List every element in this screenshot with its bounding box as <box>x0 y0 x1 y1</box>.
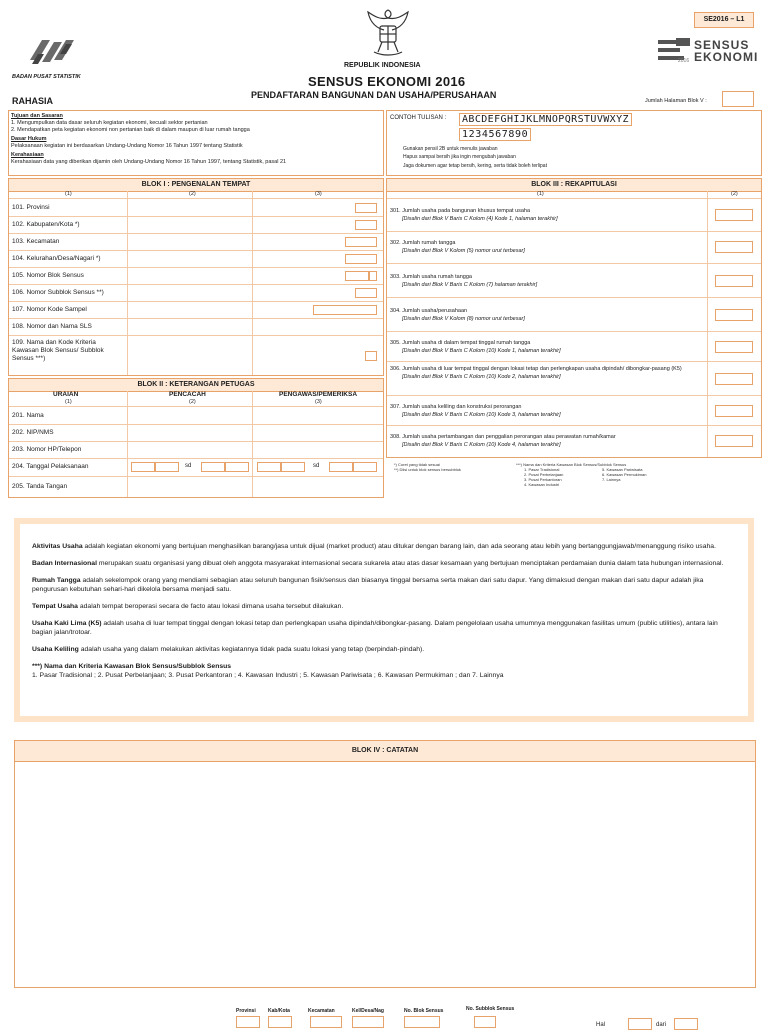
def-aktivitas-term: Aktivitas Usaha <box>32 543 83 550</box>
row-101: 101. Provinsi <box>12 204 50 211</box>
form-code-badge: SE2016 – L1 <box>694 12 754 28</box>
footer-box-subblok[interactable] <box>474 1016 496 1028</box>
r301-text: 301. Jumlah usaha pada bangunan khusus tempat usaha <box>390 208 531 214</box>
row-107: 107. Nomor Kode Sampel <box>12 306 87 313</box>
r307-note: [Disalin dari Blok V Baris C Kolom (10) Kode 3, halaman terakhir] <box>402 412 561 418</box>
b3-col2: (2) <box>731 191 738 197</box>
contoh-panel <box>386 110 762 176</box>
note-1: Gunakan pensil 2B untuk menulis jawaban <box>403 146 498 152</box>
def-rumah-tangga <box>32 576 732 594</box>
def-tu-text: adalah tempat beroperasi secara de facto atau lokasi dimana usaha tersebut dilakukan. <box>77 603 344 610</box>
bps-label: BADAN PUSAT STATISTIK <box>12 74 81 80</box>
r308-note: [Disalin dari Blok V Baris C Kolom (10) Kode 4, halaman terakhir] <box>402 442 561 448</box>
contoh-digits: 1234567890 <box>459 128 531 141</box>
input-303[interactable] <box>715 275 753 287</box>
footer-total-box[interactable] <box>674 1018 698 1030</box>
blok-2-colnums <box>9 399 383 407</box>
footer-subblok: No. Subblok Sensus <box>466 1006 515 1012</box>
def-badan <box>32 559 732 568</box>
blok-1 <box>8 178 384 376</box>
kerahasiaan-title: Kerahasiaan <box>11 152 44 158</box>
dasar-text: Pelaksanaan kegiatan ini berdasarkan Undang-Undang Nomor 16 Tahun 1997 tentang Statistik <box>11 143 243 149</box>
b2-col2: (2) <box>189 399 196 405</box>
sd-label-2: sd <box>313 463 320 469</box>
blok-3 <box>386 178 762 458</box>
input-109[interactable] <box>365 351 377 361</box>
date-pengawas-from2[interactable] <box>281 462 305 472</box>
blok-2 <box>8 378 384 498</box>
date-pencacah-from[interactable] <box>131 462 155 472</box>
def-kawasan-text: 1. Pasar Tradisional ; 2. Pusat Perbelanjaan; 3. Pusat Perkantoran ; 4. Kawasan Industri ; 5. Kawasan Pariwisata ; 6. Kawasan Permukiman ; dan 7. Lainnya <box>32 672 504 679</box>
note-bullets <box>391 146 547 169</box>
info-panel <box>8 110 384 176</box>
footer-blok: No. Blok Sensus <box>404 1008 444 1014</box>
logo-sensus-text: SENSUS <box>694 38 750 52</box>
input-105[interactable] <box>345 271 369 281</box>
r306-note: [Disalin dari Blok V Baris C Kolom (10) Kode 2, halaman terakhir] <box>402 374 561 380</box>
blok-3-colnums <box>387 191 761 199</box>
date-pencacah-to2[interactable] <box>225 462 249 472</box>
def-keliling <box>32 645 732 654</box>
row-204: 204. Tanggal Pelaksanaan <box>12 463 89 470</box>
b2-col3: (3) <box>315 399 322 405</box>
footer-box-prov[interactable] <box>236 1016 260 1028</box>
page-subtitle: PENDAFTARAN BANGUNAN DAN USAHA/PERUSAHAAN <box>251 90 497 100</box>
date-pencacah-from2[interactable] <box>155 462 179 472</box>
row-202: 202. NIP/NMS <box>12 429 54 436</box>
note-2: Hapus sampai bersih jika ingin mengubah jawaban <box>403 154 516 160</box>
kerahasiaan-text: Kerahasiaan data yang diberikan dijamin oleh Undang-Undang Nomor 16 Tahun 1997, tentang Statistik, pasal 21 <box>11 159 287 165</box>
def-k5-term: Usaha Kaki Lima (K5) <box>32 620 102 627</box>
input-305[interactable] <box>715 341 753 353</box>
h-uraian: URAIAN <box>53 391 79 398</box>
tujuan-1: 1. Mengumpulkan data dasar seluruh kegiatan ekonomi, kecuali sektor pertanian <box>11 120 208 126</box>
date-pengawas-from[interactable] <box>257 462 281 472</box>
blok-4-title: BLOK IV : CATATAN <box>14 740 756 762</box>
footer-provinsi: Provinsi <box>236 1008 256 1014</box>
fn-1: *) Coret yang tidak sesuai <box>394 462 440 467</box>
input-308[interactable] <box>715 435 753 447</box>
tujuan-2: 2. Mendapatkan peta kegiatan ekonomi non pertanian baik di dalam maupun di luar rumah tangga <box>11 127 250 133</box>
row-108: 108. Nomor dan Nama SLS <box>12 323 92 330</box>
b3-col1: (1) <box>537 191 544 197</box>
blok-3-title: BLOK III : REKAPITULASI <box>386 178 762 192</box>
r304-text: 304. Jumlah usaha/perusahaan <box>390 308 468 314</box>
def-aktivitas-text: adalah kegiatan ekonomi yang bertujuan menghasilkan barang/jasa untuk dijual (market product) atau ditukar dengan barang lain, dan ada seorang atau lebih yang bertanggungjawab/menanggung risiko usaha. <box>82 543 716 550</box>
date-pengawas-to2[interactable] <box>353 462 377 472</box>
footer-box-kab[interactable] <box>268 1016 292 1028</box>
b1-col2: (2) <box>189 191 196 197</box>
input-104[interactable] <box>345 254 377 264</box>
tujuan-title: Tujuan dan Sasaran <box>11 113 63 119</box>
garuda-emblem <box>364 6 412 60</box>
blok-2-title: BLOK II : KETERANGAN PETUGAS <box>8 378 384 392</box>
note-3: Jaga dokumen agar tetap bersih, kering, serta tidak boleh terlipat <box>403 163 547 169</box>
input-101[interactable] <box>355 203 377 213</box>
bps-logo <box>22 30 82 72</box>
b1-col1: (1) <box>65 191 72 197</box>
def-aktivitas <box>32 542 732 551</box>
def-badan-term: Badan Internasional <box>32 560 97 567</box>
r308-text: 308. Jumlah usaha pertambangan dan penggalian perorangan atau perawatan rumah/kamar <box>390 434 616 440</box>
b1-col3: (3) <box>315 191 322 197</box>
blok-1-title: BLOK I : PENGENALAN TEMPAT <box>8 178 384 192</box>
row-102: 102. Kabupaten/Kota *) <box>12 221 80 228</box>
sd-label-1: sd <box>185 463 192 469</box>
input-306[interactable] <box>715 373 753 385</box>
row-205: 205. Tanda Tangan <box>12 483 68 490</box>
blok-3-footnotes <box>394 462 754 496</box>
input-304[interactable] <box>715 309 753 321</box>
r305-text: 305. Jumlah usaha di dalam tempat tinggal rumah tangga <box>390 340 531 346</box>
fn-k7: 7. Lainnya <box>602 477 621 482</box>
def-k5-text: adalah usaha di luar tempat tinggal dengan lokasi tetap dan perlengkapan usaha dipindah/dibongkar-pasang. Dalam pengelolaan usaha umumnya menggunakan fasilitas umum (public utilities), antara lain bagian jalan/trotoar. <box>32 620 718 636</box>
def-keliling-term: Usaha Keliling <box>32 646 79 653</box>
def-rt-term: Rumah Tangga <box>32 577 81 584</box>
r302-note: [Disalin dari Blok V Kolom (5) nomor urut terbesar] <box>402 248 525 254</box>
dasar-title: Dasar Hukum <box>11 136 47 142</box>
footer-kabkota: Kab/Kota <box>268 1008 290 1014</box>
footer-box-blok[interactable] <box>404 1016 440 1028</box>
footer-box-desa[interactable] <box>352 1016 384 1028</box>
row-201: 201. Nama <box>12 412 44 419</box>
page-title: SENSUS EKONOMI 2016 <box>308 74 466 89</box>
def-k5 <box>32 619 732 637</box>
fn-k3: 3. Pusat Perkantoran <box>524 477 562 482</box>
b2-col1: (1) <box>65 399 72 405</box>
def-tu-term: Tempat Usaha <box>32 603 78 610</box>
r301-note: [Disalin dari Blok V Baris C Kolom (4) Kode 1, halaman terakhir] <box>402 216 558 222</box>
def-rt-text: adalah sekelompok orang yang mendiami sebagian atau seluruh bangunan fisik/sensus dan biasanya tinggal bersama serta makan dari satu dapur. Yang dimaksud dengan makan dari satu dapur adalah jika pengurusan kebutuhan sehari-hari dikelola bersama menjadi satu. <box>32 577 704 593</box>
input-302[interactable] <box>715 241 753 253</box>
def-badan-text: merupakan suatu organisasi yang dibuat oleh anggota masyarakat internasional secara sukarela atau atas dasar kesamaan yang bertujuan menciptakan perdamaian dunia dalam tata hubungan internasional. <box>96 560 724 567</box>
input-301[interactable] <box>715 209 753 221</box>
logo-ekonomi-text: EKONOMI <box>694 50 759 64</box>
row-106: 106. Nomor Subblok Sensus **) <box>12 289 104 296</box>
footer-kecamatan: Kecamatan <box>308 1008 335 1014</box>
blok-1-colnums <box>9 191 383 199</box>
rahasia-label: RAHASIA <box>12 96 54 106</box>
fn-2: **) Diisi untuk blok sensus bersubblok <box>394 467 461 472</box>
row-109: 109. Nama dan Kode Kriteria Kawasan Blok Sensus/ Subblok Sensus ***) <box>12 339 104 362</box>
row-104: 104. Kelurahan/Desa/Nagari *) <box>12 255 101 262</box>
r302-text: 302. Jumlah rumah tangga <box>390 240 456 246</box>
r306-text: 306. Jumlah usaha di luar tempat tinggal dengan lokasi tetap dan perlengkapan usaha dipindah/ dibongkar-pasang (K5) <box>390 366 682 372</box>
sensus-ekonomi-logo <box>658 36 760 68</box>
h-pencacah: PENCACAH <box>169 391 206 398</box>
r303-text: 303. Jumlah usaha rumah tangga <box>390 274 472 280</box>
footer-box-kec[interactable] <box>310 1016 342 1028</box>
footer-dari: dari <box>656 1022 667 1028</box>
contoh-label: CONTOH TULISAN : <box>390 115 447 121</box>
fn-k4: 4. Kawasan Industri <box>524 482 560 487</box>
row-103: 103. Kecamatan <box>12 238 60 245</box>
footer-strip <box>230 1006 760 1028</box>
republik-label: REPUBLIK INDONESIA <box>344 62 421 69</box>
fn-k1: 1. Pasar Tradisional <box>524 467 560 472</box>
halaman-label: Jumlah Halaman Blok V : <box>645 98 707 104</box>
fn-3: ***) Nama dan Kriteria Kawasan Blok Sensus/Subblok Sensus <box>516 462 627 467</box>
fn-k5: 5. Kawasan Pariwisata <box>602 467 643 472</box>
contoh-letters: ABCDEFGHIJKLMNOPQRSTUVWXYZ <box>459 113 632 126</box>
fn-k6: 6. Kawasan Permukiman <box>602 472 647 477</box>
footer-hal: Hal <box>596 1022 606 1028</box>
definitions-panel <box>14 518 754 722</box>
blok-4 <box>14 740 756 988</box>
halaman-box[interactable] <box>722 91 754 107</box>
def-kawasan-title: ***) Nama dan Kriteria Kawasan Blok Sensus/Subblok Sensus <box>32 663 232 670</box>
input-105b[interactable] <box>369 271 377 281</box>
def-tempat-usaha <box>32 602 732 611</box>
date-pencacah-to[interactable] <box>201 462 225 472</box>
r303-note: [Disalin dari Blok V Baris C Kolom (7) halaman terakhir] <box>402 282 538 288</box>
footer-page-box[interactable] <box>628 1018 652 1030</box>
catatan-area[interactable] <box>15 761 755 986</box>
r304-note: [Disalin dari Blok V Kolom (8) nomor urut terbesar] <box>402 316 525 322</box>
r305-note: [Disalin dari Blok V Baris C Kolom (10) Kode 1, halaman terakhir] <box>402 348 561 354</box>
h-pengawas: PENGAWAS/PEMERIKSA <box>279 391 358 398</box>
blok-2-headers <box>9 391 383 399</box>
def-keliling-text: adalah usaha yang dalam melakukan aktivitas kegiatannya tidak pada suatu lokasi yang tetap (berpindah-pindah). <box>78 646 425 653</box>
input-103[interactable] <box>345 237 377 247</box>
input-106[interactable] <box>355 288 377 298</box>
row-203: 203. Nomor HP/Telepon <box>12 446 82 453</box>
date-pengawas-to[interactable] <box>329 462 353 472</box>
input-307[interactable] <box>715 405 753 417</box>
input-102[interactable] <box>355 220 377 230</box>
logo-year-text: 2016 <box>678 58 690 64</box>
footer-keldesa: Kel/Desa/Nag <box>352 1008 384 1014</box>
input-107[interactable] <box>313 305 377 315</box>
row-105: 105. Nomor Blok Sensus <box>12 272 84 279</box>
fn-k2: 2. Pusat Perbelanjaan <box>524 472 564 477</box>
r307-text: 307. Jumlah usaha keliling dan konstruksi perorangan <box>390 404 522 410</box>
